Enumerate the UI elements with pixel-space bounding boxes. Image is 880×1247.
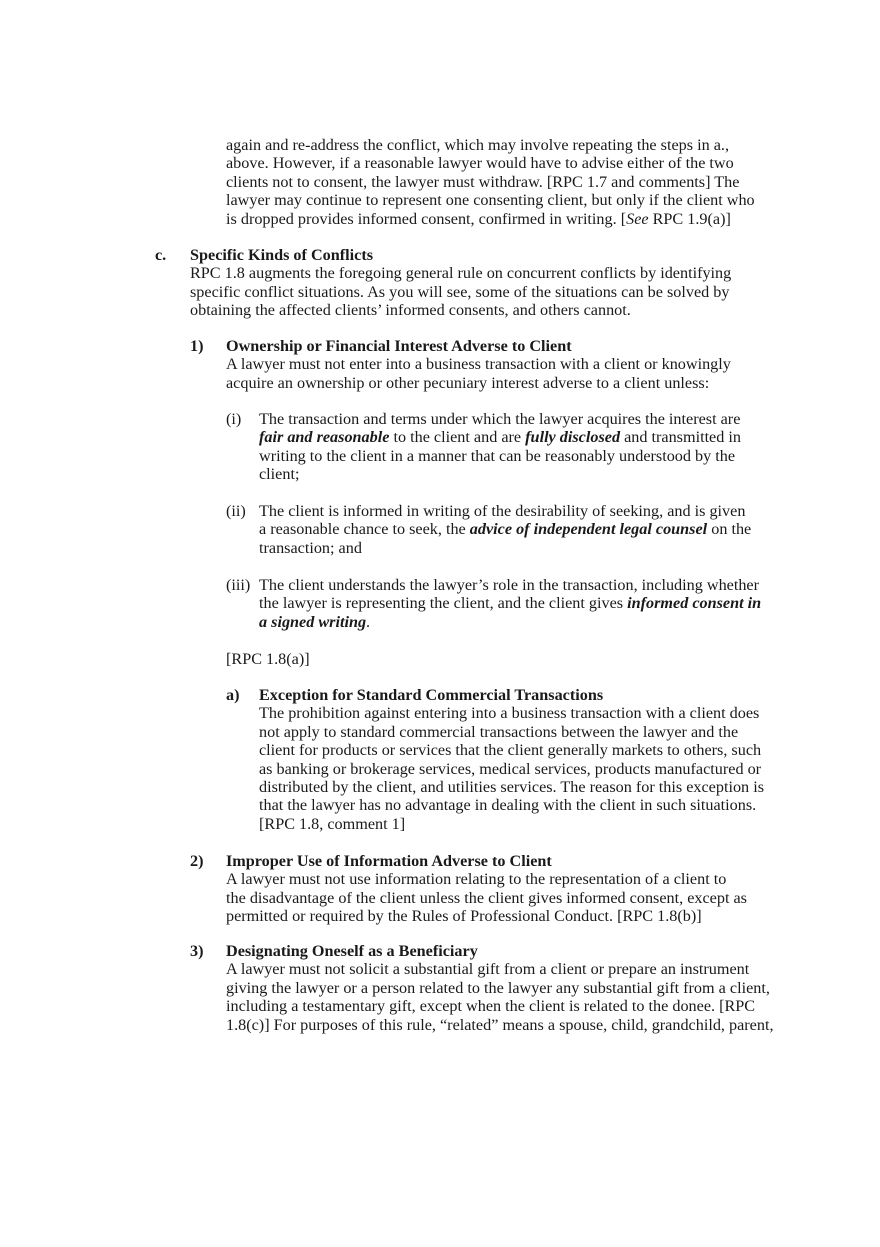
text-line: The prohibition against entering into a business transaction with a client does xyxy=(259,704,760,723)
item-1-label: 1) xyxy=(190,337,204,355)
item-3-label: 3) xyxy=(190,942,204,960)
text-line: A lawyer must not solicit a substantial gift from a client or prepare an instrument xyxy=(226,960,750,979)
emphasis: advice of independent legal counsel xyxy=(469,520,708,539)
text-segment: and transmitted in xyxy=(620,428,741,447)
item-3-heading: Designating Oneself as a Beneficiary xyxy=(226,942,478,960)
text-line: not apply to standard commercial transactions between the lawyer and the xyxy=(259,722,739,741)
text-line: The transaction and terms under which the lawyer acquires the interest are xyxy=(259,410,741,428)
text-line xyxy=(259,520,751,538)
sub-i-label: (i) xyxy=(226,410,242,428)
text-segment: on the xyxy=(707,520,752,539)
text-line: The client understands the lawyer’s role in the transaction, including whether xyxy=(259,576,760,594)
text-line: [RPC 1.8(a)] xyxy=(226,650,310,668)
text-segment: is dropped provides informed consent, confirmed in writing. [ xyxy=(226,209,627,228)
sub-iii-label: (iii) xyxy=(226,576,251,594)
emphasis: fair and reasonable xyxy=(259,428,390,447)
text-line: acquire an ownership or other pecuniary interest adverse to a client unless: xyxy=(226,373,710,392)
text-line: giving the lawyer or a person related to the lawyer any substantial gift from a client, xyxy=(226,978,770,997)
sub-ii-label: (ii) xyxy=(226,502,246,520)
item-3 xyxy=(226,942,774,1034)
text-line: as banking or brokerage services, medical services, products manufactured or xyxy=(259,759,762,778)
sub-ii xyxy=(259,502,751,557)
text-line: The client is informed in writing of the desirability of seeking, and is given xyxy=(259,502,746,520)
text-line xyxy=(259,594,761,612)
text-line: transaction; and xyxy=(259,538,362,557)
text-segment: a reasonable chance to seek, the xyxy=(259,520,470,539)
sub-a xyxy=(259,686,764,833)
sub-a-label: a) xyxy=(226,686,240,704)
item-2-heading: Improper Use of Information Adverse to Client xyxy=(226,852,552,870)
section-c-label: c. xyxy=(155,246,167,264)
text-line: 1.8(c)] For purposes of this rule, “related” means a spouse, child, grandchild, parent, xyxy=(226,1015,774,1034)
text-line: A lawyer must not enter into a business transaction with a client or knowingly xyxy=(226,355,731,374)
intro-paragraph xyxy=(226,136,755,228)
text-segment: to the client and are xyxy=(389,428,526,447)
text-line: writing to the client in a manner that can be reasonably understood by the xyxy=(259,446,736,465)
sub-i xyxy=(259,410,741,484)
text-line: obtaining the affected clients’ informed consents, and others cannot. xyxy=(190,301,631,320)
item-2 xyxy=(226,852,747,926)
text-line: RPC 1.8 augments the foregoing general rule on concurrent conflicts by identifying xyxy=(190,264,732,283)
emphasis: a signed writing xyxy=(259,612,367,631)
text-line: permitted or required by the Rules of Professional Conduct. [RPC 1.8(b)] xyxy=(226,907,702,926)
text-line: distributed by the client, and utilities services. The reason for this exception is xyxy=(259,778,764,797)
text-line xyxy=(226,210,755,228)
text-line: clients not to consent, the lawyer must withdraw. [RPC 1.7 and comments] The xyxy=(226,172,740,191)
text-segment: RPC 1.9(a)] xyxy=(648,209,731,228)
sub-a-heading: Exception for Standard Commercial Transactions xyxy=(259,686,604,704)
see-signal: See xyxy=(626,209,649,228)
text-line: lawyer may continue to represent one consenting client, but only if the client who xyxy=(226,191,755,210)
text-line: client; xyxy=(259,465,300,484)
item-1 xyxy=(226,337,731,392)
text-line: the disadvantage of the client unless the client gives informed consent, except as xyxy=(226,888,747,907)
text-segment: the lawyer is representing the client, and the client gives xyxy=(259,594,628,613)
emphasis: fully disclosed xyxy=(525,428,621,447)
text-line: client for products or services that the client generally markets to others, such xyxy=(259,741,762,760)
text-line: again and re-address the conflict, which may involve repeating the steps in a., xyxy=(226,136,729,154)
text-line: [RPC 1.8, comment 1] xyxy=(259,814,406,833)
text-segment: . xyxy=(366,612,371,631)
section-c xyxy=(190,246,731,320)
text-line: including a testamentary gift, except when the client is related to the donee. [RPC xyxy=(226,997,756,1016)
section-c-heading: Specific Kinds of Conflicts xyxy=(190,246,374,264)
emphasis: informed consent in xyxy=(627,594,762,613)
text-line: A lawyer must not use information relating to the representation of a client to xyxy=(226,870,727,889)
text-line: that the lawyer has no advantage in dealing with the client in such situations. xyxy=(259,796,757,815)
text-line xyxy=(259,428,741,446)
text-line: specific conflict situations. As you will see, some of the situations can be solved by xyxy=(190,282,730,301)
citation-rpc-1-8-a xyxy=(226,650,310,668)
text-line: above. However, if a reasonable lawyer would have to advise either of the two xyxy=(226,154,734,173)
item-2-label: 2) xyxy=(190,852,204,870)
item-1-heading: Ownership or Financial Interest Adverse to Client xyxy=(226,337,572,355)
text-line xyxy=(259,613,761,631)
sub-iii xyxy=(259,576,761,631)
